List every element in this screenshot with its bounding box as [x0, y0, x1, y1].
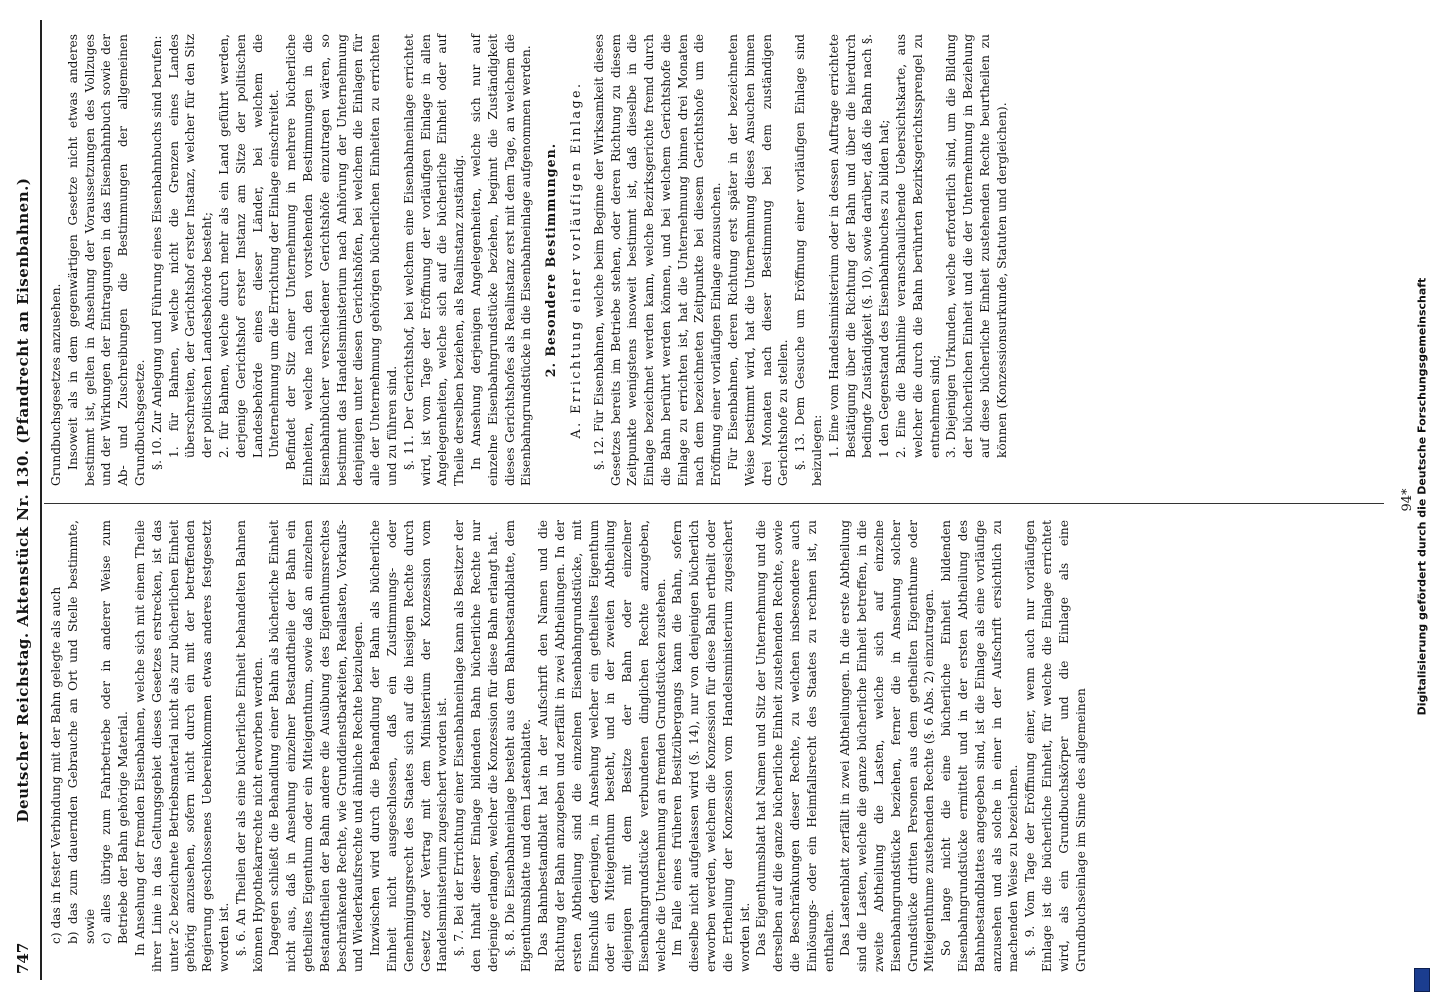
paragraph: Insoweit als in dem gegenwärtigen Gesetze nicht etwas anderes bestimmt ist, gelten in Ansehung der Voraussetzungen des Vollzuges und der Wirkungen der Eintragungen in das Eisenbahnbuch sowie der Ab- und Zuschreibungen die Bestimmungen der allgemeinen Grundbuchsgesetze. [65, 34, 147, 486]
paragraph: Im Falle eines früheren Besitzübergangs kann die Bahn, sofern dieselbe nicht aufgelassen wird (§. 14), nur von denjenigen bücherlich erworben werden, welchem die Konzession für diese Bahn ertheilt oder die Ertheilung der Konzession vom Handelsministerium zugesichert worden ist. [670, 520, 752, 972]
list-item: c) alles übrige zum Fahrbetriebe oder in anderer Weise zum Betriebe der Bahn gehörige Material. [99, 520, 131, 944]
left-text-column [48, 520, 1089, 972]
list-item: 1. für Bahnen, welche nicht die Grenzen eines Landes überschreiten, der Gerichtshof erster Instanz, welcher für den Sitz der politischen Landesbehörde besteht; [166, 34, 215, 458]
paragraph: §. 9. Vom Tage der Eröffnung einer, wenn auch nur vorläufigen Einlage ist die bücherliche Einheit, für welche die Einlage errichtet wird, als ein Grundbuchskörper und die Einlage als eine Grundbuchseinlage im Sinne des allgemeinen [1023, 520, 1088, 972]
list-item: 2. Eine die Bahnlinie veranschaulichende Uebersichtskarte, aus welcher die durch die Bahn berührten Bezirksgerichtssprengel zu entnehmen sind; [894, 34, 942, 458]
paragraph: In Ansehung der fremden Eisenbahnen, welche sich mit einem Theile ihrer Linie in das Geltungsgebiet dieses Gesetzes erstrecken, ist das unter 2c bezeichnete Betriebsmaterial nicht als zur bücherlichen Einheit gehörig anzusehen, sofern nicht durch ein mit der betreffenden Regierung geschlossenes Uebereinkommen etwas anderes festgesetzt worden ist. [132, 520, 231, 972]
paragraph: So lange nicht die eine bücherliche Einheit bildenden Eisenbahngrundstücke ermittelt und in der ersten Abtheilung des Bahnbestandblattes angegeben sind, ist die Einlage als eine vorläufige anzusehen und als solche in einer in der Aufschrift ersichtlich zu machenden Weise zu bezeichnen. [939, 520, 1021, 972]
paragraph: §. 10. Zur Anlegung und Führung eines Eisenbahnbuchs sind berufen: [149, 35, 164, 470]
list-item: b) das zum dauernden Gebrauche an Ort und Stelle bestimmte, sowie [65, 520, 97, 944]
paragraph: Das Lastenblatt zerfällt in zwei Abtheilungen. In die erste Abtheilung sind die Lasten, welche die ganze bücherliche Einheit betreffen, in die zweite Abtheilung die Lasten, welche sich auf einzelne Eisenbahngrundstücke beziehen, ferner die in Ansehung solcher Grundstücke dritten Personen aus dem getheilten Eigenthume oder Miteigenthume zustehenden Rechte (§. 6 Abs. 2) einzutragen. [838, 520, 937, 972]
section-heading: 2. Besondere Bestimmungen. [543, 142, 559, 378]
column-divider [44, 503, 1384, 504]
paragraph: Inzwischen wird durch die Behandlung der Bahn als bücherliche Einheit nicht ausgeschlossen, daß ein Zustimmungs- oder Genehmigungsrecht des Staates sich auf die hiesigen Rechte durch Gesetz oder Vertrag mit dem Ministerium der Konzession vom Handelsministerium zugesichert worden ist. [368, 520, 450, 972]
dfg-logo-icon [1414, 968, 1430, 992]
paragraph: §. 7. Bei der Errichtung einer Eisenbahneinlage kann als Besitzer der den Inhalt dieser Einlage bildenden Bahn bücherliche Rechte nur derjenige erlangen, welcher die Konzession für diese Bahn erlangt hat. [452, 520, 500, 972]
paragraph: §. 13. Dem Gesuche um Eröffnung einer vorläufigen Einlage sind beizulegen: [793, 34, 825, 486]
credit-text: Digitalisierung gefördert durch die Deutsche Forschungsgemeinschaft [1415, 277, 1429, 716]
page-header [14, 0, 36, 1000]
digitization-credit [1412, 0, 1430, 1000]
paragraph: Befindet der Sitz einer Unternehmung in mehrere bücherliche Einheiten, welche nach den vorstehenden Bestimmungen in die Eisenbahnbücher verschiedener Gerichtshöfe einzutragen wären, so bestimmt das Handelsministerium nach Anhörung der Unternehmung denjenigen unter diesen Gerichtshöfen, bei welchem die Einlagen für alle der Unternehmung gehörigen bücherlichen Einheiten zu errichten und zu führen sind. [284, 34, 399, 486]
paragraph: In Ansehung derjenigen Angelegenheiten, welche sich nur auf einzelne Eisenbahngrundstücke beziehen, beginnt die Zuständigkeit dieses Gerichtshofes als Realinstanz erst mit dem Tage, an welchem die Eisenbahngrundstücke in die Eisenbahneinlage aufgenommen werden. [468, 34, 534, 486]
paragraph: Das Eigenthumsblatt hat Namen und Sitz der Unternehmung und die derselben auf die ganze bücherliche Einheit zustehenden Rechte, sowie die Beschränkungen dieser Rechte, zu welchen insbesondere auch Einlösungs- oder ein Heimfallsrecht des Staates zu rechnen ist, zu enthalten. [754, 520, 836, 972]
section-heading: A. Errichtung einer vorläufigen Einlage. [567, 81, 583, 439]
signature-mark: 94* [1400, 488, 1415, 512]
list-item: c) das in fester Verbindung mit der Bahn gelegte als auch [49, 586, 63, 944]
paragraph: §. 11. Der Gerichtshof, bei welchem eine Eisenbahneinlage errichtet wird, ist vom Tage der Eröffnung der vorläufigen Einlage in allen Angelegenheiten, welche sich auf die bücherliche Einheit oder auf Theile derselben beziehen, als Realinstanz zuständig. [401, 34, 467, 486]
paragraph: Dagegen schließt die Behandlung einer Bahn als bücherliche Einheit nicht aus, daß in Ansehung einzelner Bestandtheile der Bahn ein getheiltes Eigenthum oder ein Miteigenthum, sowie daß an einzelnen Bestandtheilen der Bahn andere die Ausübung des Eigenthumsrechtes beschränkende Rechte, wie Grunddienstbarkeiten, Reallasten, Vorkaufs- und Wiederkaufsrechte und ähnliche Rechte beizulegen. [267, 520, 366, 972]
running-title: Deutscher Reichstag. Aktenstück Nr. 130. (Pfandrecht an Eisenbahnen.) [14, 177, 32, 823]
list-item: 3. Diejenigen Urkunden, welche erforderlich sind, um die Bildung der bücherlichen Einheit und die der Unternehmung in Beziehung auf diese bücherliche Einheit zustehenden Rechte beurtheilen zu können (Konzessionsurkunde, Statuten und dergleichen). [944, 34, 1009, 458]
page-number: 747 [14, 942, 32, 974]
paragraph: Grundbuchsgesetzes anzusehen. [49, 283, 63, 486]
list-item: 1. Eine vom Handelsministerium oder in dessen Auftrage errichtete Bestätigung über die Richtung der Bahn und über die hierdurch bedingte Zuständigkeit (§. 10), sowie darüber, daß die Bahn nach §. 1 den Gegenstand des Eisenbahnbuches zu bilden hat; [826, 34, 892, 458]
paragraph: Für Eisenbahnen, deren Richtung erst später in der bezeichneten Weise bestimmt wird, hat die Unternehmung dieses Ansuchen binnen drei Monaten nach dieser Bestimmung bei dem zuständigen Gerichtshofe zu stellen. [726, 34, 791, 486]
header-rule [40, 20, 42, 980]
paragraph: §. 12. Für Eisenbahnen, welche beim Beginne der Wirksamkeit dieses Gesetzes bereits im Betriebe stehen, oder deren Richtung zu diesem Zeitpunkte wenigstens insoweit bestimmt ist, daß dieselbe in die Einlage bezeichnet werden kann, welche Bezirksgerichte fremd durch die Bahn berührt werden können, und bei welchem Gerichtshofe die Einlage zu errichten ist, hat die Unternehmung binnen drei Monaten nach dem bezeichneten Zeitpunkte bei diesem Gerichtshofe um die Eröffnung einer vorläufigen Einlage anzusuchen. [591, 34, 724, 486]
paragraph: §. 6. An Theilen der als eine bücherliche Einheit behandelten Bahnen können Hypothekarrechte nicht erworben werden. [233, 520, 265, 972]
list-item: 2. für Bahnen, welche durch mehr als ein Land geführt werden, derjenige Gerichtshof erster Instanz am Sitze der politischen Landesbehörde eines dieser Länder, bei welchem die Unternehmung um die Errichtung der Einlage einschreitet. [216, 34, 282, 458]
paragraph: Das Bahnbestandblatt hat in der Aufschrift den Namen und die Richtung der Bahn anzugeben und zerfällt in zwei Abtheilungen. In der ersten Abtheilung sind die einzelnen Eisenbahngrundstücke, mit Einschluß derjenigen, in Ansehung welcher ein getheiltes Eigenthum oder ein Miteigenthum besteht, und in der zweiten Abtheilung diejenigen mit dem Besitze der Bahn oder einzelner Eisenbahngrundstücke verbundenen dinglichen Rechte anzugeben, welche die Unternehmung an fremden Grundstücken zustehen. [536, 520, 668, 972]
right-text-column [48, 34, 1011, 486]
paragraph: §. 8. Die Eisenbahneinlage besteht aus dem Bahnbestandblatte, dem Eigenthumsblatte und dem Lastenblatte. [502, 520, 534, 972]
